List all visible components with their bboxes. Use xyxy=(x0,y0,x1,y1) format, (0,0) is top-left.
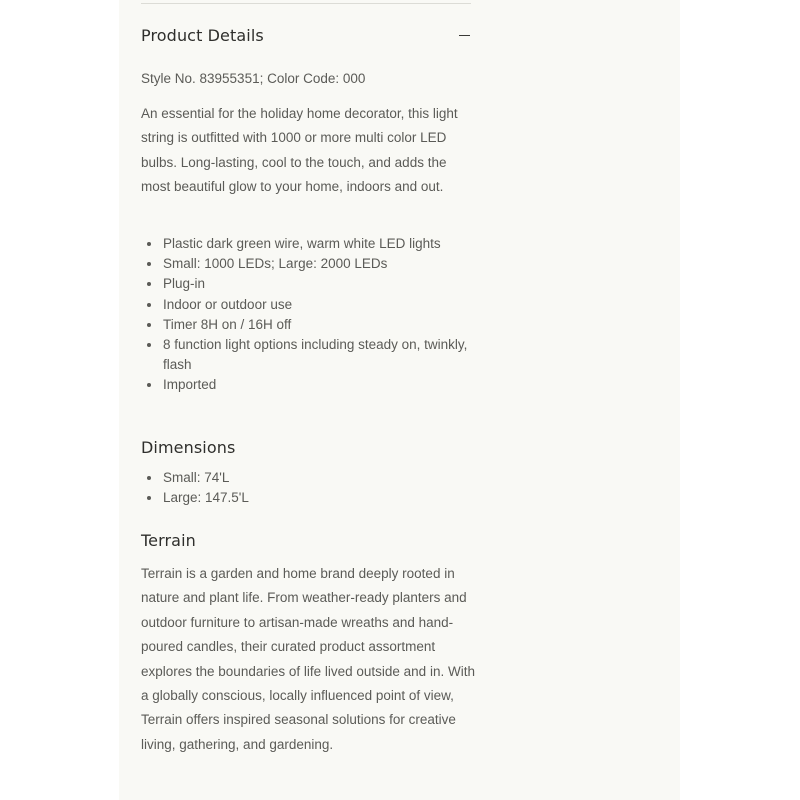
list-item: Small: 74'L xyxy=(163,468,479,488)
style-number: Style No. 83955351; Color Code: 000 xyxy=(141,71,366,86)
brand-description: Terrain is a garden and home brand deeply rooted in nature and plant life. From weather-ready planters and outdoor furniture to artisan-made wreaths and hand-poured candles, their curated product assortment explores the boundaries of life lived outside and in. With a globally conscious, locally influenced point of view, Terrain offers inspired seasonal solutions for creative living, gathering, and gardening. xyxy=(141,566,475,752)
list-item: 8 function light options including steady on, twinkly, flash xyxy=(163,335,479,375)
dimensions-list xyxy=(141,468,479,508)
list-item: Plug-in xyxy=(163,274,479,294)
dimensions-title: Dimensions xyxy=(141,438,236,457)
list-item: Indoor or outdoor use xyxy=(163,295,479,315)
product-description: An essential for the holiday home decorator, this light string is outfitted with 1000 or more multi color LED bulbs. Long-lasting, cool to the touch, and adds the most beautiful glow to your home, indoors and out. xyxy=(141,106,458,195)
list-item: Plastic dark green wire, warm white LED lights xyxy=(163,234,479,254)
product-details-title: Product Details xyxy=(141,26,264,45)
minus-icon[interactable] xyxy=(459,35,470,36)
brand-title: Terrain xyxy=(141,531,196,550)
list-item: Large: 147.5'L xyxy=(163,488,479,508)
product-details-header[interactable] xyxy=(141,24,471,48)
list-item: Imported xyxy=(163,375,479,395)
list-item: Timer 8H on / 16H off xyxy=(163,315,479,335)
feature-list xyxy=(141,234,479,396)
divider xyxy=(141,3,471,4)
list-item: Small: 1000 LEDs; Large: 2000 LEDs xyxy=(163,254,479,274)
